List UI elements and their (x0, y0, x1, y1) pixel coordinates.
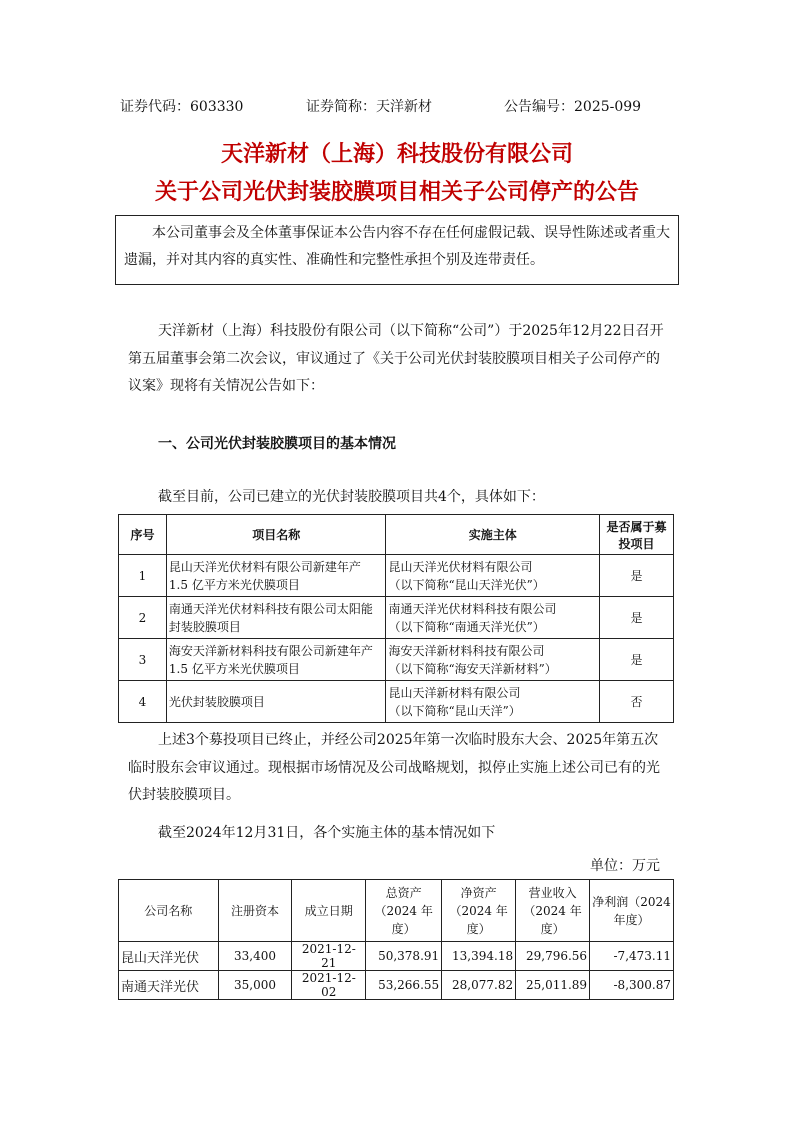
cell-revenue: 25,011.89 (516, 971, 590, 1000)
projects-intro: 截至目前，公司已建立的光伏封装胶膜项目共4个，具体如下： (158, 489, 545, 505)
row-no: 2 (119, 597, 167, 639)
finance-table (118, 879, 674, 1000)
col-header-company: 公司名称 (119, 880, 219, 942)
col-header-net-assets: 净资产（2024 年度） (442, 880, 516, 942)
row-fund: 是 (600, 555, 674, 597)
col-header-no: 序号 (119, 515, 167, 555)
entity-name: 昆山天洋光伏材料有限公司 (388, 559, 533, 574)
board-guarantee-box (115, 215, 679, 285)
col-header-project: 项目名称 (166, 515, 386, 555)
table-row (119, 971, 674, 1000)
cell-assets: 50,378.91 (366, 942, 442, 971)
table-row (119, 555, 674, 597)
table-header-row (119, 515, 674, 555)
table-row (119, 942, 674, 971)
after-table-paragraph: 上述3个募投项目已终止，并经公司2025年第一次临时股东大会、2025年第五次临时股东会审议通过。现根据市场情况及公司战略规划，拟停止实施上述公司已有的光伏封装胶膜项目。 (128, 732, 660, 803)
stock-code: 证券代码：603330 (120, 99, 244, 115)
cell-capital: 33,400 (218, 942, 292, 971)
title-subject: 关于公司光伏封装胶膜项目相关子公司停产的公告 (154, 180, 639, 205)
row-entity (386, 555, 600, 597)
entity-name: 南通天洋光伏材料科技有限公司 (388, 601, 557, 616)
entity-name: 海安天洋新材料科技有限公司 (388, 643, 545, 658)
cell-net-assets: 28,077.82 (442, 971, 516, 1000)
cell-date: 2021-12-02 (292, 971, 366, 1000)
col-header-profit: 净利润（2024 年度） (590, 880, 674, 942)
stock-name: 证券简称：天洋新材 (306, 99, 432, 115)
cell-capital: 35,000 (218, 971, 292, 1000)
entity-alias: （以下简称“昆山天洋”） (388, 703, 521, 718)
row-project: 海安天洋新材料科技有限公司新建年产 1.5 亿平方米光伏膜项目 (166, 639, 386, 681)
notice-number: 公告编号：2025-099 (504, 99, 642, 115)
col-header-date: 成立日期 (292, 880, 366, 942)
col-header-assets: 总资产（2024 年度） (366, 880, 442, 942)
cell-revenue: 29,796.56 (516, 942, 590, 971)
cell-company: 昆山天洋光伏 (119, 942, 219, 971)
intro-paragraph: 天洋新材（上海）科技股份有限公司（以下简称“公司”）于2025年12月22日召开第五届董事会第二次会议，审议通过了《关于公司光伏封装胶膜项目相关子公司停产的议案》现将有关情况公告如下： (128, 323, 664, 394)
row-entity (386, 639, 600, 681)
table-row (119, 597, 674, 639)
unit-label: 单位：万元 (590, 858, 660, 874)
cell-profit: -7,473.11 (590, 942, 674, 971)
row-project: 光伏封装胶膜项目 (166, 681, 386, 723)
row-no: 1 (119, 555, 167, 597)
entity-alias: （以下简称“南通天洋光伏”） (388, 619, 545, 634)
row-fund: 是 (600, 639, 674, 681)
entity-alias: （以下简称“海安天洋新材料”） (388, 661, 557, 676)
col-header-capital: 注册资本 (218, 880, 292, 942)
col-header-entity: 实施主体 (386, 515, 600, 555)
projects-table (118, 514, 674, 723)
board-guarantee-text: 本公司董事会及全体董事保证本公告内容不存在任何虚假记载、误导性陈述或者重大遗漏，并对其内容的真实性、准确性和完整性承担个别及连带责任。 (124, 225, 670, 268)
section-1-heading: 一、公司光伏封装胶膜项目的基本情况 (158, 436, 396, 452)
cell-net-assets: 13,394.18 (442, 942, 516, 971)
cell-date: 2021-12-21 (292, 942, 366, 971)
cell-assets: 53,266.55 (366, 971, 442, 1000)
row-project: 昆山天洋光伏材料有限公司新建年产 1.5 亿平方米光伏膜项目 (166, 555, 386, 597)
entity-alias: （以下简称“昆山天洋光伏”） (388, 577, 545, 592)
cell-company: 南通天洋光伏 (119, 971, 219, 1000)
row-fund: 否 (600, 681, 674, 723)
row-entity (386, 681, 600, 723)
row-no: 4 (119, 681, 167, 723)
col-header-revenue: 营业收入（2024 年度） (516, 880, 590, 942)
row-no: 3 (119, 639, 167, 681)
row-entity (386, 597, 600, 639)
title-company: 天洋新材（上海）科技股份有限公司 (220, 142, 573, 167)
table-row (119, 639, 674, 681)
table-row (119, 681, 674, 723)
row-fund: 是 (600, 597, 674, 639)
table-header-row (119, 880, 674, 942)
col-header-fund: 是否属于募投项目 (600, 515, 674, 555)
finance-intro: 截至2024年12月31日，各个实施主体的基本情况如下 (158, 825, 496, 841)
entity-name: 昆山天洋新材料有限公司 (388, 685, 521, 700)
announcement-header (120, 96, 680, 118)
row-project: 南通天洋光伏材料科技有限公司太阳能封装胶膜项目 (166, 597, 386, 639)
cell-profit: -8,300.87 (590, 971, 674, 1000)
